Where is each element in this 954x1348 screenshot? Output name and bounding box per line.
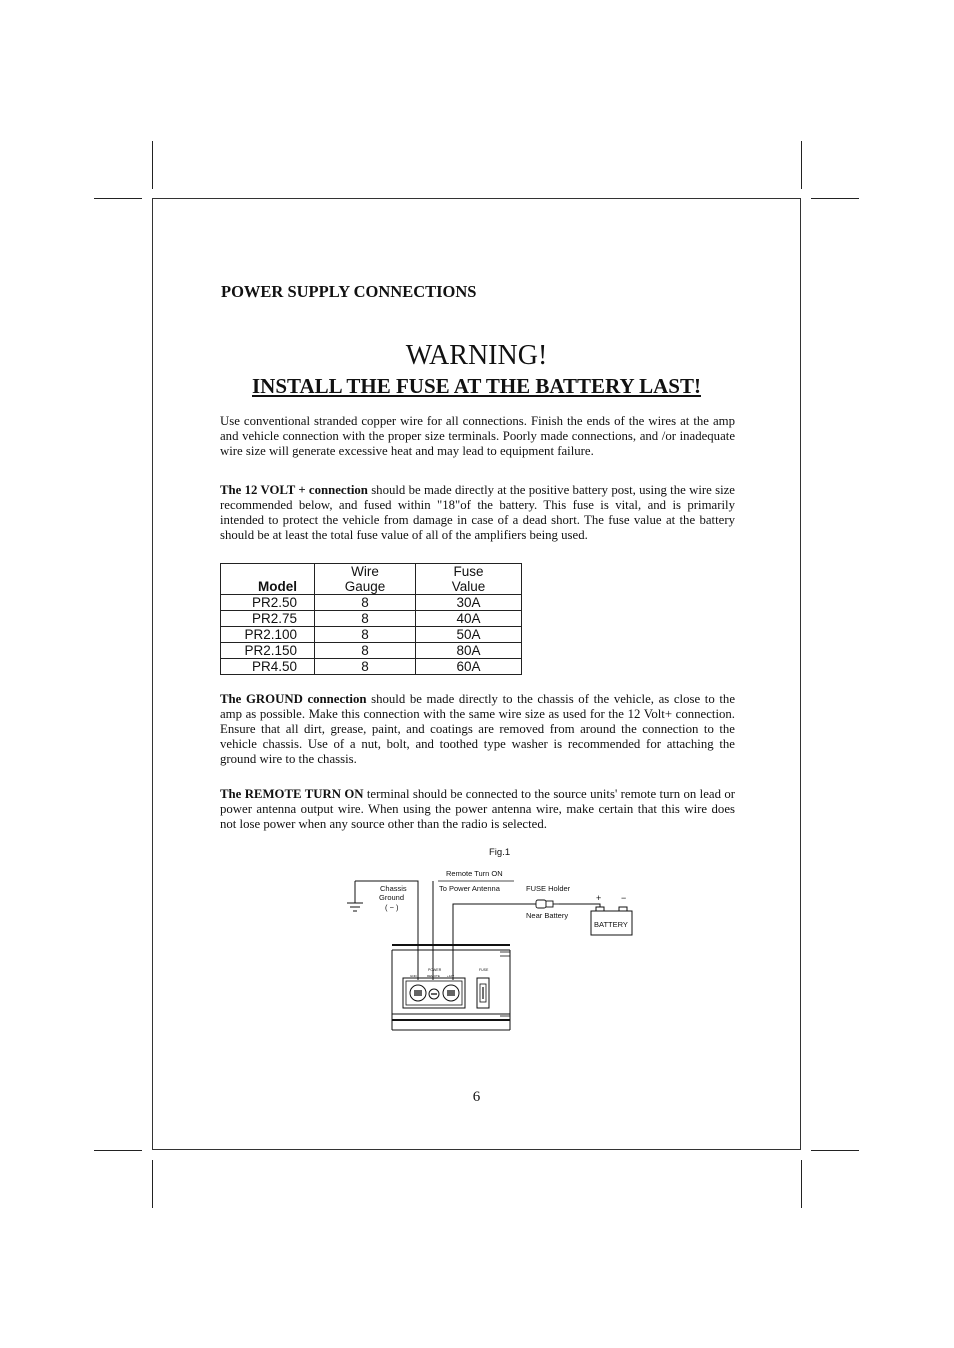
volt-paragraph: [220, 483, 735, 543]
table-header-cell: Fuse: [416, 564, 522, 580]
volt-lead: The 12 VOLT + connection: [220, 483, 368, 497]
crop-mark: [152, 141, 153, 189]
table-row: [221, 659, 522, 675]
table-row: [221, 643, 522, 659]
fuse-holder-icon: [536, 900, 559, 908]
crop-mark: [811, 1150, 859, 1151]
crop-mark: [94, 198, 142, 199]
table-header-cell: [221, 564, 315, 580]
remote-text: terminal should be connected to the source units' remote turn on lead or power antenna output wire. When using the power antenna wire, make certain that this wire does not lose power when any source other than the radio is selected.: [220, 787, 735, 831]
warning-title: WARNING!: [405, 340, 548, 371]
near-battery-label: Near Battery: [526, 911, 569, 920]
crop-mark: [811, 198, 859, 199]
ground-paragraph: [220, 692, 735, 767]
table-cell-fuse: 60A: [416, 659, 522, 675]
crop-mark: [152, 1160, 153, 1208]
chassis-label-line1: Chassis: [380, 884, 407, 893]
terminal-label-remote: REMOTE: [427, 974, 440, 978]
battery-plus-sign: +: [596, 893, 602, 903]
table-header-cell: Value: [416, 579, 522, 595]
terminal-label-gnd: GND: [410, 974, 417, 978]
table-cell-model: PR4.50: [221, 659, 315, 675]
warning-subtitle: INSTALL THE FUSE AT THE BATTERY LAST!: [252, 374, 701, 398]
chassis-label-line2: Ground: [379, 893, 405, 902]
amp-fuse-icon: [477, 978, 489, 1008]
table-header-cell: Gauge: [315, 579, 416, 595]
table-cell-model: PR2.150: [221, 643, 315, 659]
table-header-row: [221, 579, 522, 595]
table-cell-model: PR2.75: [221, 611, 315, 627]
wire-fuse-table: [220, 563, 522, 675]
table-cell-model: PR2.100: [221, 627, 315, 643]
section-heading: POWER SUPPLY CONNECTIONS: [221, 282, 477, 301]
table-cell-fuse: 80A: [416, 643, 522, 659]
table-header-cell: Wire: [315, 564, 416, 580]
remote-turn-on-label: Remote Turn ON: [446, 869, 503, 878]
table-cell-fuse: 40A: [416, 611, 522, 627]
power-antenna-label: To Power Antenna: [439, 884, 500, 893]
battery-wire: [559, 904, 600, 911]
power-terminal-group-label: POWER: [428, 968, 442, 972]
terminal-label-12v: +12V: [447, 974, 455, 978]
battery-minus-sign: −: [621, 893, 627, 903]
table-row: [221, 595, 522, 611]
table-cell-gauge: 8: [315, 659, 416, 675]
table-row: [221, 611, 522, 627]
wiring-diagram: [340, 840, 640, 1035]
intro-paragraph: Use conventional stranded copper wire for all connections. Finish the ends of the wires at the amp and vehicle connection with the proper size terminals. Poorly made connections, and /or inadequate wire size will generate excessive heat and may lead to equipment failure.: [220, 414, 735, 458]
table-cell-gauge: 8: [315, 643, 416, 659]
table-cell-model: PR2.50: [221, 595, 315, 611]
battery-label: BATTERY: [594, 920, 628, 929]
remote-lead: The REMOTE TURN ON: [220, 787, 364, 801]
table-cell-gauge: 8: [315, 611, 416, 627]
table-header-cell: Model: [221, 579, 315, 595]
fuse-holder-label: FUSE Holder: [526, 884, 571, 893]
ground-lead: The GROUND connection: [220, 692, 367, 706]
crop-mark: [801, 141, 802, 189]
figure-caption: Fig.1: [489, 847, 511, 858]
crop-mark: [94, 1150, 142, 1151]
table-cell-gauge: 8: [315, 595, 416, 611]
crop-mark: [801, 1160, 802, 1208]
fuse-label: FUSE: [479, 968, 489, 972]
table-cell-fuse: 30A: [416, 595, 522, 611]
remote-paragraph: [220, 787, 735, 832]
table-header-row: [221, 564, 522, 580]
chassis-label-line3: ( − ): [385, 903, 399, 912]
ground-icon: [347, 881, 363, 911]
table-cell-gauge: 8: [315, 627, 416, 643]
ground-text: should be made directly to the chassis of the vehicle, as close to the amp as possible. Make this connection with the same wire size as used for the 12 Volt+ connection. Ensure that all dirt, grease, paint, and coatings are removed from around the connection to the vehicle chassis. Use of a nut, bolt, and toothed type washer is recommended for attaching the ground wire to the chassis.: [220, 692, 736, 766]
volt-text: should be made directly at the positive battery post, using the wire size recommended below, and fused within "18"of the battery. This fuse is vital, and is primarily intended to protect the vehicle from damage in case of a dead short. The fuse value at the battery should be at least the total fuse value of all of the amplifiers being used.: [220, 483, 735, 542]
table-cell-fuse: 50A: [416, 627, 522, 643]
table-row: [221, 627, 522, 643]
page-number: 6: [472, 1089, 481, 1105]
